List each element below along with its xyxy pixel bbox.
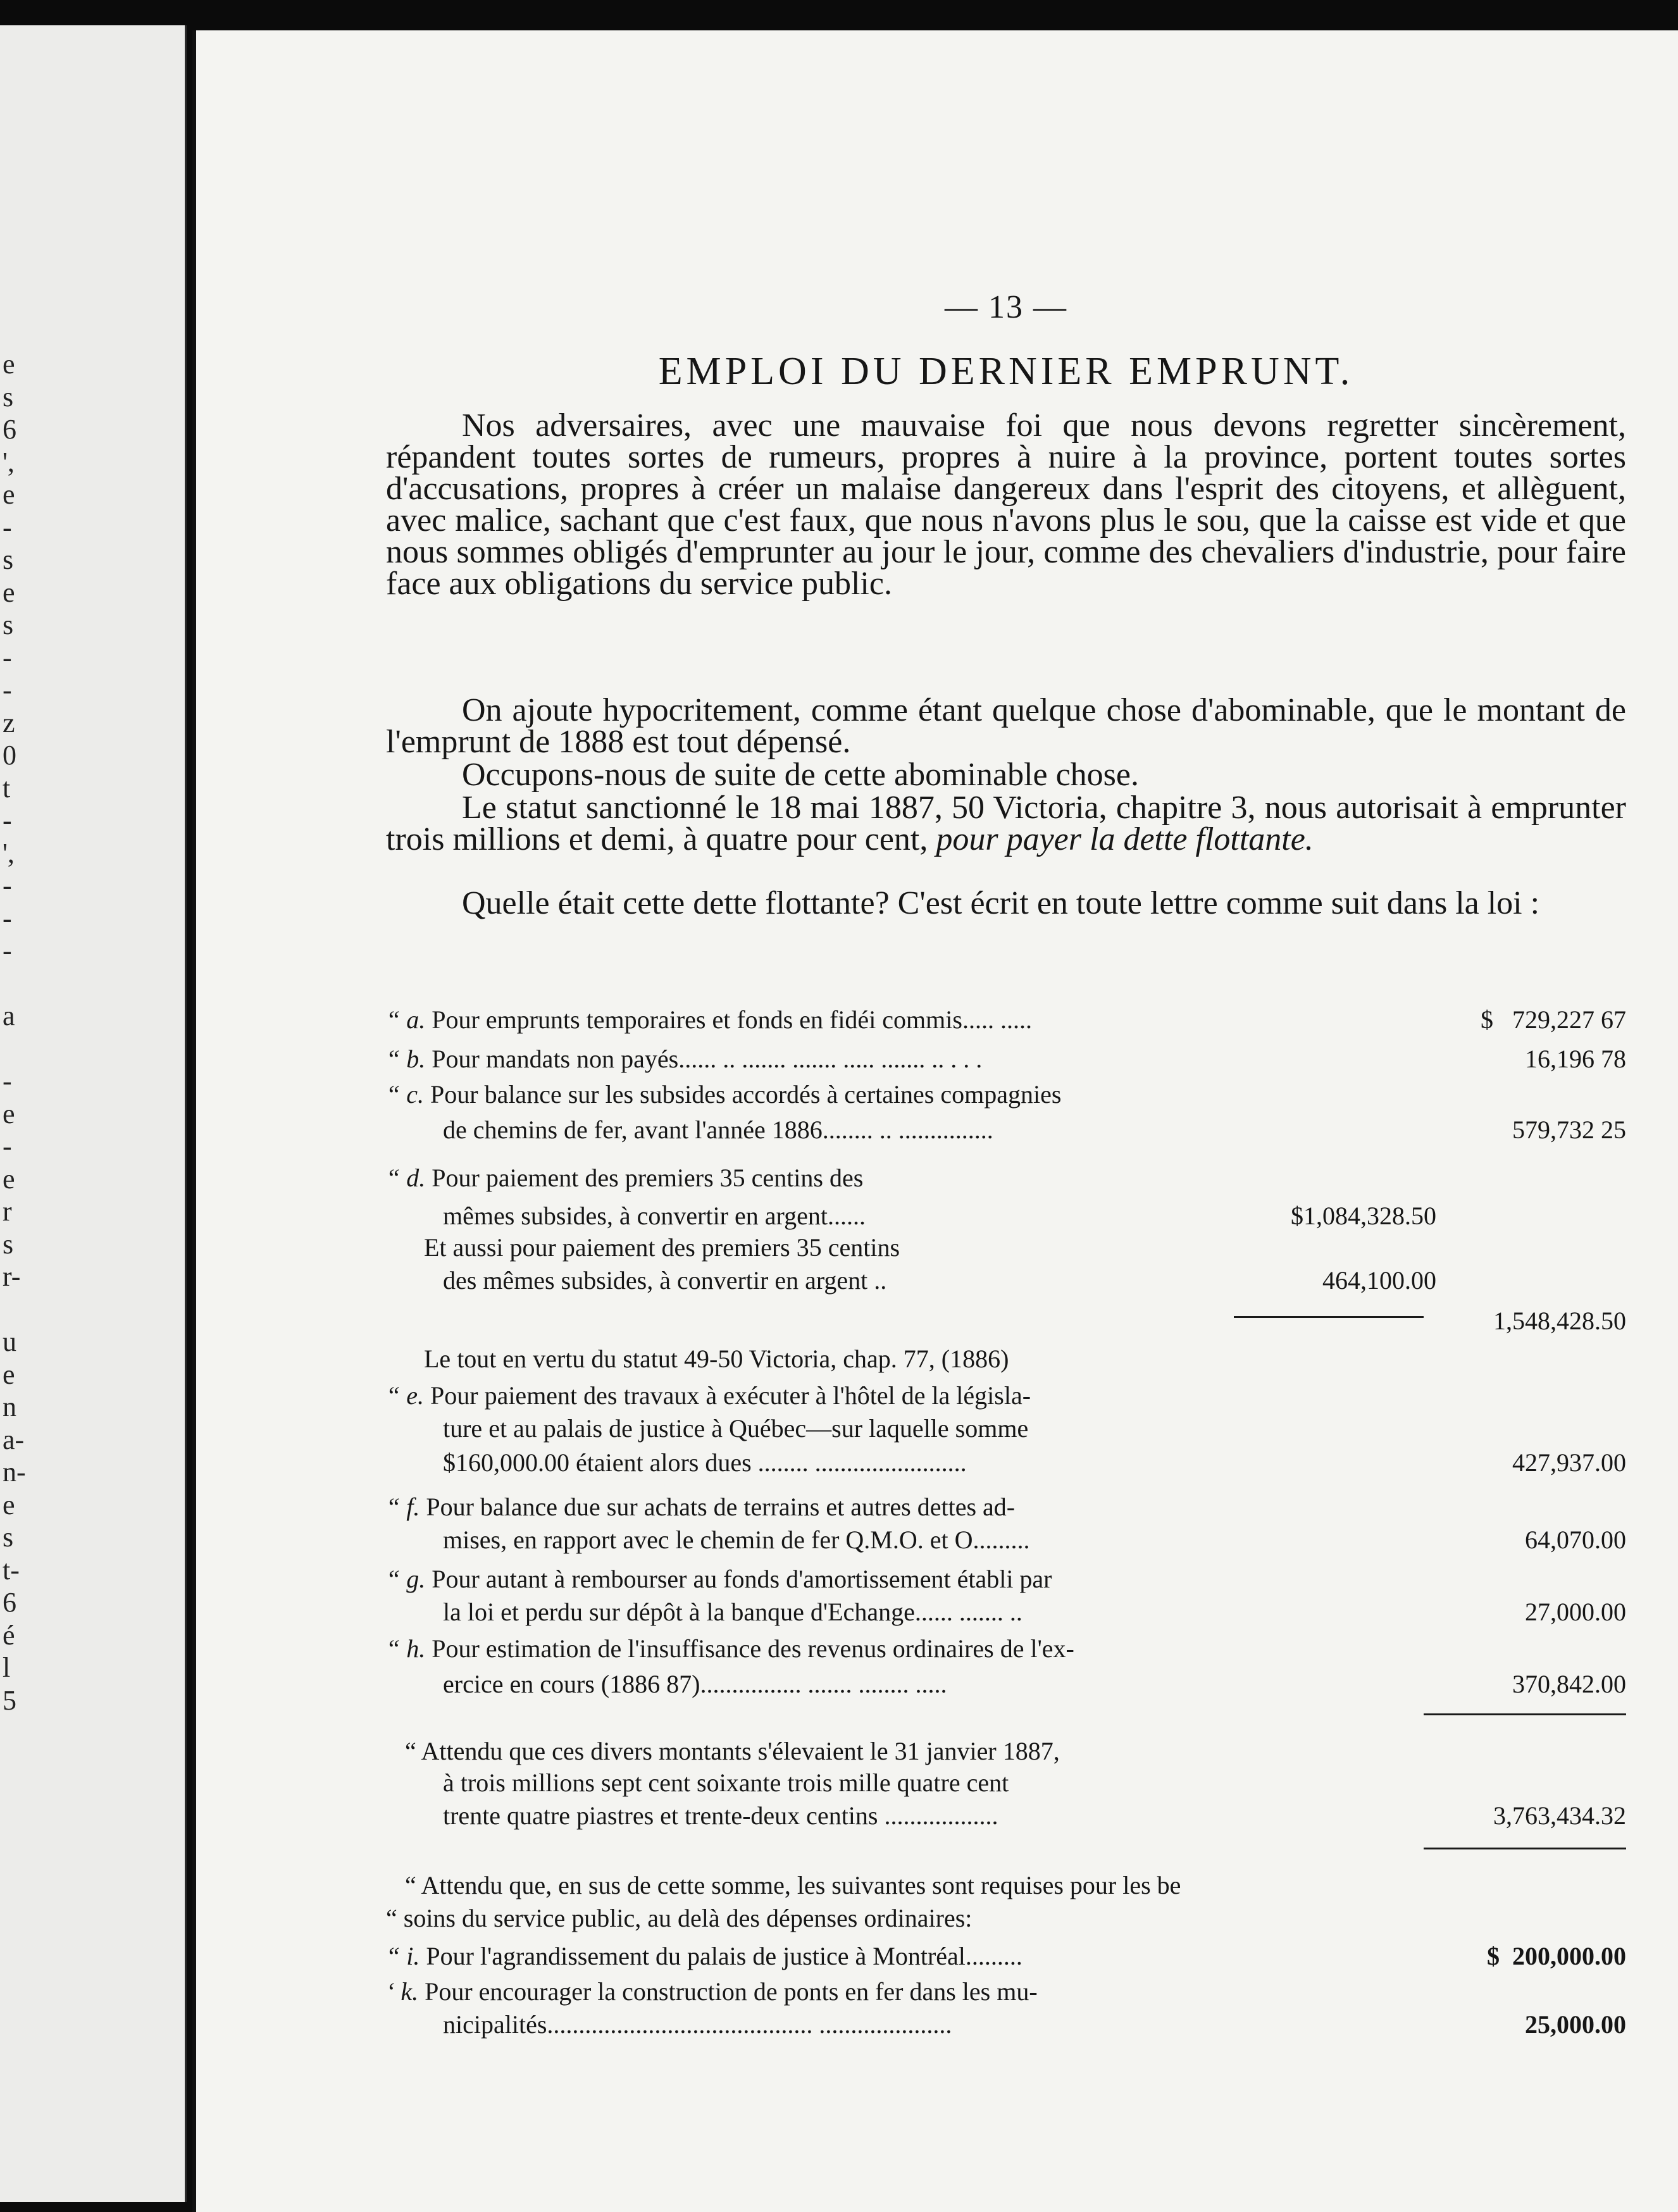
edge-letter: - — [3, 674, 12, 705]
edge-letter: e — [3, 349, 15, 380]
ledger-row: mêmes subsides, à convertir en argent...... $1,084,328.50 — [443, 1202, 1436, 1230]
edge-letter: r — [3, 1196, 12, 1227]
ledger-row: ercice en cours (1886 87)................ ....... ........ ..... 370,842.00 — [443, 1670, 1626, 1698]
ledger-row: nicipalités.......................................... ..................... 25,000.00 — [443, 2010, 1626, 2039]
edge-letter: t — [3, 772, 11, 804]
ledger-row: “ d. Pour paiement des premiers 35 centins des — [386, 1164, 864, 1192]
edge-letter: t- — [3, 1554, 20, 1586]
paragraph-5: Quelle était cette dette flottante? C'est écrit en toute lettre comme suit dans la loi : — [462, 885, 1540, 921]
edge-letter: - — [3, 1066, 12, 1097]
edge-letter: 5 — [3, 1684, 16, 1716]
ledger-row: “ c. Pour balance sur les subsides accordés à certaines compagnies — [386, 1080, 1062, 1109]
edge-letter: - — [3, 870, 12, 901]
edge-letter: s — [3, 1522, 14, 1553]
ledger-row: “ f. Pour balance due sur achats de terrains et autres dettes ad- — [386, 1493, 1016, 1521]
page-number: — 13 — — [945, 289, 1067, 325]
document-page — [192, 30, 1678, 2212]
ledger-row: ‘ k. Pour encourager la construction de ponts en fer dans les mu- — [386, 1977, 1038, 2006]
edge-letter: 6 — [3, 414, 16, 445]
edge-letter: e — [3, 576, 15, 608]
ledger-row: Et aussi pour paiement des premiers 35 centins — [424, 1233, 900, 1262]
ledger-row: “ Attendu que, en sus de cette somme, les suivantes sont requises pour les be — [405, 1871, 1181, 1899]
ledger-row: à trois millions sept cent soixante trois mille quatre cent — [443, 1768, 1009, 1797]
ledger-row: “ Attendu que ces divers montants s'élevaient le 31 janvier 1887, — [405, 1737, 1060, 1765]
ledger-row: mises, en rapport avec le chemin de fer Q.M.O. et O......... 64,070.00 — [443, 1525, 1626, 1554]
facing-page-edge — [0, 25, 187, 2202]
edge-letter: s — [3, 544, 14, 575]
edge-letter: - — [3, 511, 12, 543]
edge-letter — [3, 1293, 29, 1326]
edge-letter: n- — [3, 1457, 26, 1488]
paragraph-4: Le statut sanctionné le 18 mai 1887, 50 Victoria, chapitre 3, nous autorisait à emprunter trois millions et demi, à quatre pour cent, pour payer la dette flottante. — [386, 790, 1626, 857]
paragraph-3: Occupons-nous de suite de cette abominable chose. — [462, 757, 1139, 793]
edge-letter: - — [3, 642, 12, 673]
edge-letter — [3, 1033, 29, 1066]
paragraph-2: On ajoute hypocritement, comme étant quelque chose d'abominable, que le montant de l'emprunt de 1888 est tout dépensé. — [386, 692, 1626, 760]
ledger-row: trente quatre piastres et trente-deux centins .................. 3,763,434.32 — [443, 1801, 1626, 1830]
edge-letter: e — [3, 479, 15, 510]
facing-page-letters — [0, 348, 29, 1942]
edge-letter: a — [3, 1000, 15, 1031]
edge-letter: é — [3, 1619, 15, 1651]
ledger-row: “ g. Pour autant à rembourser au fonds d'amortissement établi par — [386, 1565, 1052, 1593]
edge-letter: e — [3, 1098, 15, 1129]
edge-letter: e — [3, 1489, 15, 1520]
ledger-row: 1,548,428.50 — [1493, 1307, 1626, 1335]
edge-letter: s — [3, 609, 14, 640]
emphasis-text: pour payer la dette flottante. — [936, 821, 1314, 857]
edge-letter: l — [3, 1652, 11, 1683]
edge-letter: - — [3, 935, 12, 966]
edge-letter: ', — [3, 837, 15, 869]
section-title: EMPLOI DU DERNIER EMPRUNT. — [658, 350, 1354, 393]
ledger-row: “ b. Pour mandats non payés...... .. ....... ....... ..... ....... .. . . . 16,196 78 — [386, 1045, 1626, 1073]
ledger-row: ture et au palais de justice à Québec—sur laquelle somme — [443, 1414, 1029, 1443]
edge-letter: - — [3, 902, 12, 934]
ledger-row: “ e. Pour paiement des travaux à exécuter à l'hôtel de la législa- — [386, 1381, 1031, 1410]
edge-letter: 6 — [3, 1587, 16, 1618]
ledger-row: Le tout en vertu du statut 49-50 Victoria, chap. 77, (1886) — [424, 1345, 1009, 1373]
ledger-row: “ a. Pour emprunts temporaires et fonds en fidéi commis..... ..... $ 729,227 67 — [386, 1005, 1626, 1034]
edge-letter: - — [3, 1131, 12, 1162]
ledger-row: “ h. Pour estimation de l'insuffisance des revenus ordinaires de l'ex- — [386, 1634, 1074, 1663]
ledger-row: “ soins du service public, au delà des dépenses ordinaires: — [386, 1904, 973, 1932]
grand-total-rule — [1424, 1848, 1626, 1849]
edge-letter: 0 — [3, 740, 16, 771]
edge-letter: e — [3, 1163, 15, 1195]
edge-letter: r- — [3, 1261, 21, 1292]
total-rule — [1424, 1713, 1626, 1715]
edge-letter: a- — [3, 1424, 25, 1455]
edge-letter: u — [3, 1326, 16, 1357]
edge-letter — [3, 967, 29, 1000]
edge-letter: n — [3, 1391, 16, 1422]
ledger-row: “ i. Pour l'agrandissement du palais de justice à Montréal......... $ 200,000.00 — [386, 1942, 1626, 1970]
ledger-row: de chemins de fer, avant l'année 1886........ .. ............... 579,732 25 — [443, 1115, 1626, 1144]
edge-letter: s — [3, 1228, 14, 1260]
ledger-row: des mêmes subsides, à convertir en argent .. 464,100.00 — [443, 1266, 1436, 1295]
ledger-row: la loi et perdu sur dépôt à la banque d'Echange...... ....... .. 27,000.00 — [443, 1598, 1626, 1626]
edge-letter: s — [3, 381, 14, 413]
ledger-row: $160,000.00 étaient alors dues ........ ........................ 427,937.00 — [443, 1448, 1626, 1477]
edge-letter: ', — [3, 446, 15, 478]
edge-letter: z — [3, 707, 15, 738]
edge-letter: - — [3, 805, 12, 836]
edge-letter: e — [3, 1358, 15, 1390]
paragraph-1: Nos adversaires, avec une mauvaise foi que nous devons regretter sincèrement, répandent toutes sortes de rumeurs, propres à nuire à la province, portent toutes sortes d'accusations, propres à créer un malaise dangereux dans l'esprit des citoyens, et allèguent, avec malice, sachant que c'est faux, que nous n'avons plus le sou, que la caisse est vide et que nous sommes obligés d'emprunter au jour le jour, comme des chevaliers d'industrie, pour faire face aux obligations du service public. — [386, 407, 1626, 602]
